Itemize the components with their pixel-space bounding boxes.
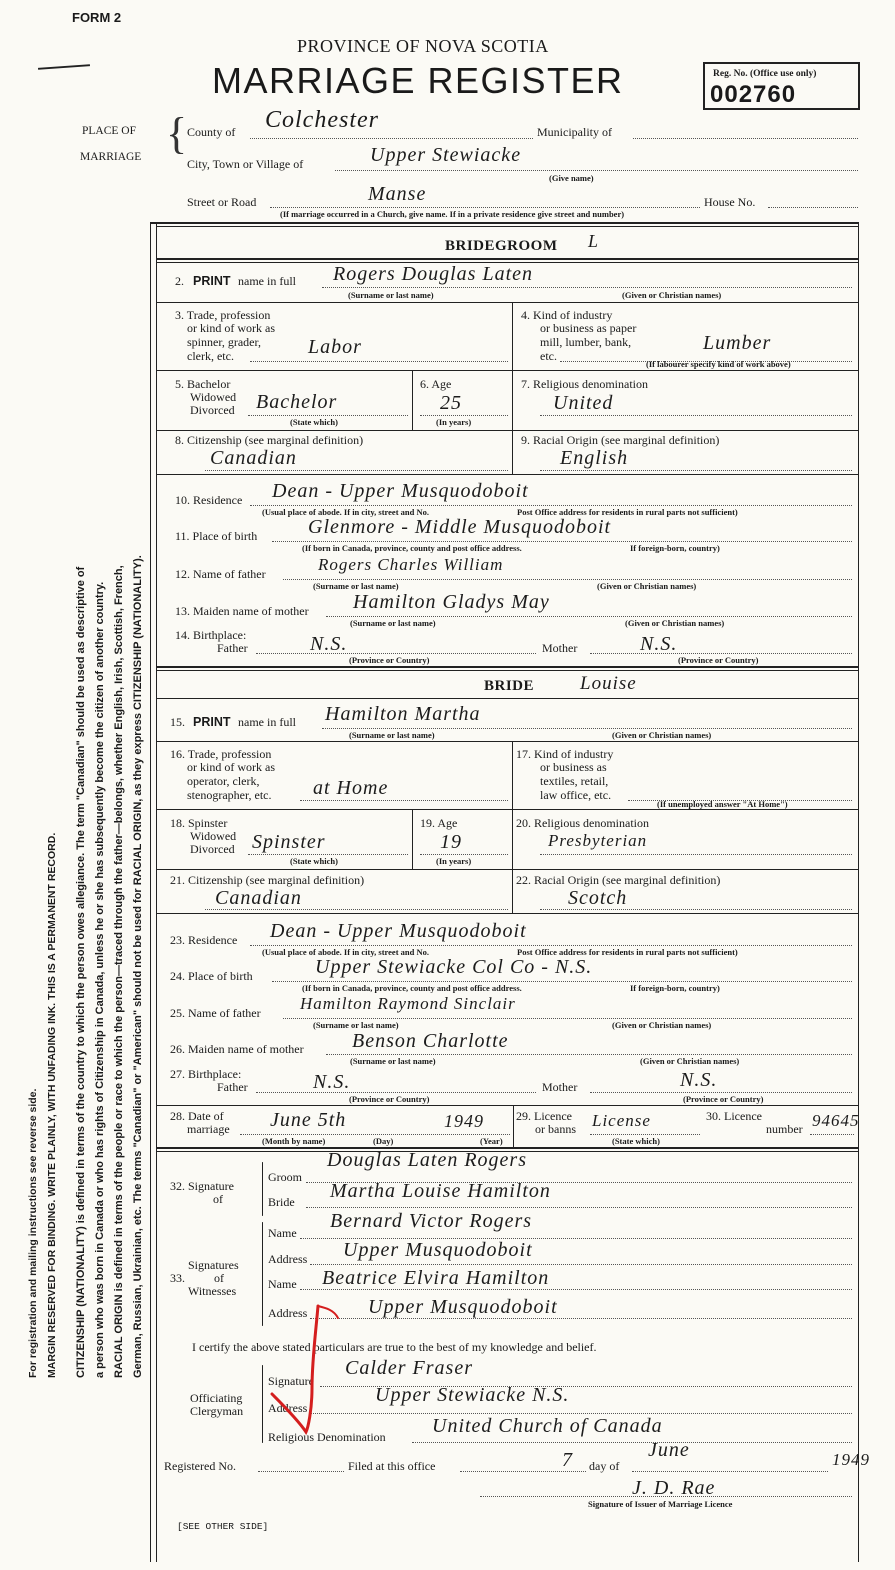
place-of-label: PLACE OF: [82, 125, 136, 137]
form-number: FORM 2: [72, 10, 122, 25]
groom-religion-value: United: [553, 392, 614, 414]
witness2-address: Upper Musquodoboit: [368, 1296, 558, 1318]
f24-label: 24. Place of birth: [170, 969, 253, 983]
witness2-name: Beatrice Elvira Hamilton: [322, 1267, 550, 1289]
f15-given-hint: (Given or Christian names): [612, 730, 712, 740]
bride-heading: BRIDE: [484, 678, 535, 694]
f4-label: 4. Kind of industry: [521, 308, 613, 322]
f33-label: 33.: [170, 1271, 185, 1285]
month-hint: (Month by name): [262, 1136, 326, 1146]
province-title: PROVINCE OF NOVA SCOTIA: [297, 36, 549, 56]
f4-hint: (If labourer specify kind of work above): [646, 359, 791, 369]
year-hint: (Year): [480, 1136, 503, 1146]
f13-given-hint: (Given or Christian names): [625, 618, 725, 628]
f3-label-d: clerk, etc.: [187, 349, 234, 363]
f27-label: 27. Birthplace:: [170, 1067, 242, 1081]
f11-hint-b: If foreign-born, country): [630, 543, 720, 553]
f30-label: 30. Licence: [706, 1109, 762, 1123]
side-racial-1: RACIAL ORIGIN is defined in terms of the people or race to which the person—traced through the father—belongs, whether English, Irish, Scottish, French,: [113, 565, 125, 1378]
groom-citizenship-value: Canadian: [210, 447, 297, 469]
f20-label: 20. Religious denomination: [516, 816, 649, 830]
municipality-label: Municipality of: [537, 125, 612, 139]
w1-address-label: Address: [268, 1252, 308, 1266]
clergy-religion-label: Religious Denomination: [268, 1430, 386, 1444]
reg-label: Reg. No. (Office use only): [713, 69, 817, 79]
marriage-date-value: June 5th: [270, 1109, 347, 1131]
f26-surname-hint: (Surname or last name): [350, 1056, 436, 1066]
groom-bp-father-value: N.S.: [310, 633, 348, 655]
street-value: Manse: [368, 183, 427, 205]
filed-day: 7: [562, 1449, 573, 1471]
f10-hint-a: (Usual place of abode. If in city, street and No.: [262, 507, 430, 517]
f3-label: 3. Trade, profession: [175, 308, 271, 322]
groom-industry-value: Lumber: [703, 332, 772, 354]
bride-bp-father-value: N.S.: [313, 1071, 351, 1093]
marriage-year-value: 1949: [444, 1111, 484, 1131]
f27-mother-hint: (Province or Country): [683, 1094, 764, 1104]
bride-citizenship-value: Canadian: [215, 887, 302, 909]
filed-month: June: [648, 1439, 690, 1461]
f22-label: 22. Racial Origin (see marginal definition): [516, 873, 721, 887]
f11-hint-a: (If born in Canada, province, county and post office address.: [302, 543, 522, 553]
f29-label: 29. Licence: [516, 1109, 572, 1123]
f16-label-d: stenographer, etc.: [187, 788, 272, 802]
f13-label: 13. Maiden name of mother: [175, 604, 309, 618]
f18-label-b: Widowed: [190, 829, 237, 843]
surname-hint: (Surname or last name): [348, 290, 434, 300]
f6-label: 6. Age: [420, 377, 452, 391]
f3-label-b: or kind of work as: [187, 321, 275, 335]
filed-year: 1949: [832, 1450, 870, 1469]
bride-age-value: 19: [440, 831, 462, 853]
groom-age-value: 25: [440, 392, 462, 414]
f2-label: name in full: [238, 274, 296, 288]
witness-label-c: Witnesses: [188, 1284, 237, 1298]
bride-religion-value: Presbyterian: [548, 831, 648, 850]
page-title: MARRIAGE REGISTER: [212, 60, 624, 101]
bride-father-value: Hamilton Raymond Sinclair: [300, 994, 516, 1013]
f18-state-hint: (State which): [290, 856, 338, 866]
f14-label: 14. Birthplace:: [175, 628, 247, 642]
filed-label: Filed at this office: [348, 1459, 436, 1473]
see-other-side: [SEE OTHER SIDE]: [177, 1521, 269, 1532]
groom-birth-value: Glenmore - Middle Musquodoboit: [308, 516, 612, 538]
w2-name-label: Name: [268, 1277, 297, 1291]
registered-label: Registered No.: [164, 1459, 236, 1473]
issuer-signature: J. D. Rae: [632, 1477, 716, 1499]
bridegroom-heading: BRIDEGROOM: [445, 238, 558, 254]
f21-label: 21. Citizenship (see marginal definition): [170, 873, 365, 887]
f27-mother-label: Mother: [542, 1080, 578, 1094]
f17-label: 17. Kind of industry: [516, 747, 614, 761]
bride-heading-extra: Louise: [580, 673, 637, 694]
f25-given-hint: (Given or Christian names): [612, 1020, 712, 1030]
f15-label: name in full: [238, 715, 296, 729]
f19-years-hint: (In years): [436, 856, 472, 866]
bridegroom-mark: L: [588, 231, 600, 251]
reg-number: 002760: [710, 81, 797, 108]
clergy-address-label: Address: [268, 1401, 308, 1415]
f24-hint-b: If foreign-born, country): [630, 983, 720, 993]
day-of-label: day of: [589, 1459, 620, 1473]
f10-hint-b: Post Office address for residents in rural parts not sufficient): [517, 507, 738, 517]
f18-label-c: Divorced: [190, 842, 235, 856]
groom-residence-value: Dean - Upper Musquodoboit: [272, 480, 529, 502]
groom-father-value: Rogers Charles William: [318, 555, 504, 574]
f17-hint: (If unemployed answer "At Home"): [657, 799, 788, 809]
f4-label-c: mill, lumber, bank,: [540, 335, 632, 349]
day-hint: (Day): [373, 1136, 394, 1146]
f3-label-c: spinner, grader,: [187, 335, 262, 349]
marriage-label: MARRIAGE: [80, 151, 142, 163]
f14-father-label: Father: [217, 641, 248, 655]
groom-bp-mother-value: N.S.: [640, 633, 678, 655]
reg-number-box: [703, 62, 860, 110]
brace: {: [166, 109, 188, 158]
f30-label-b: number: [766, 1122, 803, 1136]
place-note: (If marriage occurred in a Church, give name. If in a private residence give street and number): [280, 209, 625, 219]
bride-racial-value: Scotch: [568, 887, 628, 909]
f14-mother-hint: (Province or Country): [678, 655, 759, 665]
f29-label-b: or banns: [535, 1122, 576, 1136]
f19-label: 19. Age: [420, 816, 458, 830]
groom-name-value: Rogers Douglas Laten: [333, 263, 533, 285]
f8-label: 8. Citizenship (see marginal definition): [175, 433, 364, 447]
clergy-sig-label: Signature: [268, 1374, 314, 1388]
bride-mother-value: Benson Charlotte: [352, 1030, 509, 1052]
give-name-hint: (Give name): [549, 173, 594, 183]
issuer-label: Signature of Issuer of Marriage Licence: [588, 1499, 733, 1509]
clergy-address: Upper Stewiacke N.S.: [375, 1384, 570, 1406]
bride-bp-mother-value: N.S.: [680, 1069, 718, 1091]
f5-label: 5. Bachelor: [175, 377, 231, 391]
witness-label-a: Signatures: [188, 1258, 239, 1272]
bride-name-value: Hamilton Martha: [325, 703, 481, 725]
county-value: Colchester: [265, 107, 379, 133]
city-label: City, Town or Village of: [187, 157, 304, 171]
bride-sig-label: Bride: [268, 1195, 295, 1209]
house-label: House No.: [704, 195, 756, 209]
side-citizenship-1: CITIZENSHIP (NATIONALITY) is defined in terms of the country to which the person owes allegiance. The term "Canadian" should be used as descriptive of: [75, 566, 87, 1378]
bride-trade-value: at Home: [313, 777, 389, 799]
groom-status-value: Bachelor: [256, 391, 338, 413]
f15-print: PRINT: [193, 715, 231, 729]
f25-label: 25. Name of father: [170, 1006, 261, 1020]
f2-number: 2.: [175, 274, 184, 288]
witness1-name: Bernard Victor Rogers: [330, 1210, 533, 1232]
red-check-mark: [268, 1300, 360, 1440]
county-label: County of: [187, 125, 236, 139]
f10-label: 10. Residence: [175, 493, 243, 507]
f14-father-hint: (Province or Country): [349, 655, 430, 665]
bride-residence-value: Dean - Upper Musquodoboit: [270, 920, 527, 942]
f17-label-d: law office, etc.: [540, 788, 612, 802]
groom-mother-value: Hamilton Gladys May: [353, 591, 550, 613]
clergy-signature: Calder Fraser: [345, 1357, 473, 1379]
f12-label: 12. Name of father: [175, 567, 266, 581]
side-racial-2: German, Russian, Ukrainian, etc. The terms "Canadian" or "American" should not be used for RACIAL ORIGIN, as they express CITIZENSHIP (NATIONALITY).: [132, 555, 144, 1378]
f24-hint-a: (If born in Canada, province, county and post office address.: [302, 983, 522, 993]
clergy-religion: United Church of Canada: [432, 1415, 663, 1437]
f32-of: of: [213, 1192, 223, 1206]
f16-label-c: operator, clerk,: [187, 774, 260, 788]
f28-label-b: marriage: [187, 1122, 230, 1136]
groom-racial-value: English: [560, 447, 629, 469]
f7-label: 7. Religious denomination: [521, 377, 648, 391]
street-label: Street or Road: [187, 195, 257, 209]
bride-birth-value: Upper Stewiacke Col Co - N.S.: [315, 956, 593, 978]
witness-label-b: of: [214, 1271, 224, 1285]
f2-print: PRINT: [193, 274, 231, 288]
w2-address-label: Address: [268, 1306, 308, 1320]
f23-label: 23. Residence: [170, 933, 238, 947]
f18-label: 18. Spinster: [170, 816, 228, 830]
f12-given-hint: (Given or Christian names): [597, 581, 697, 591]
groom-signature: Douglas Laten Rogers: [327, 1149, 527, 1171]
side-margin-notice: MARGIN RESERVED FOR BINDING. WRITE PLAINLY, WITH UNFADING INK. THIS IS A PERMANENT RECORD.: [46, 832, 58, 1378]
given-hint: (Given or Christian names): [622, 290, 722, 300]
f29-state-hint: (State which): [612, 1136, 660, 1146]
f26-given-hint: (Given or Christian names): [640, 1056, 740, 1066]
groom-trade-value: Labor: [308, 336, 362, 358]
w1-name-label: Name: [268, 1226, 297, 1240]
f26-label: 26. Maiden name of mother: [170, 1042, 304, 1056]
f5-label-c: Divorced: [190, 403, 235, 417]
f16-label: 16. Trade, profession: [170, 747, 272, 761]
officiating-label-a: Officiating: [190, 1391, 243, 1405]
f15-surname-hint: (Surname or last name): [349, 730, 435, 740]
f14-mother-label: Mother: [542, 641, 578, 655]
f9-label: 9. Racial Origin (see marginal definition): [521, 433, 720, 447]
f23-hint-b: Post Office address for residents in rural parts not sufficient): [517, 947, 738, 957]
groom-sig-label: Groom: [268, 1170, 302, 1184]
officiating-label-b: Clergyman: [190, 1404, 244, 1418]
side-citizenship-2: a person who was born in Canada or who has rights of Citizenship in Canada, unless he or she has subsequently become the citizen of another country.: [94, 581, 106, 1378]
f11-label: 11. Place of birth: [175, 529, 258, 543]
side-instructions: For registration and mailing instructions see reverse side.: [27, 1088, 39, 1378]
f32-label: 32. Signature: [170, 1179, 234, 1193]
licence-value: License: [592, 1111, 651, 1130]
f4-label-b: or business as paper: [540, 321, 637, 335]
f28-label: 28. Date of: [170, 1109, 224, 1123]
f12-surname-hint: (Surname or last name): [313, 581, 399, 591]
ink-mark: [38, 64, 90, 70]
f16-label-b: or kind of work as: [187, 760, 275, 774]
bride-status-value: Spinster: [252, 831, 326, 853]
f4-label-d: etc.: [540, 349, 557, 363]
f25-surname-hint: (Surname or last name): [313, 1020, 399, 1030]
f13-surname-hint: (Surname or last name): [350, 618, 436, 628]
f17-label-c: textiles, retail,: [540, 774, 609, 788]
f23-hint-a: (Usual place of abode. If in city, street and No.: [262, 947, 430, 957]
witness1-address: Upper Musquodoboit: [343, 1239, 533, 1261]
certify-statement: I certify the above stated particulars are true to the best of my knowledge and belief.: [192, 1340, 597, 1354]
f17-label-b: or business as: [540, 760, 607, 774]
city-value: Upper Stewiacke: [370, 144, 522, 166]
f15-number: 15.: [170, 715, 185, 729]
f27-father-hint: (Province or Country): [349, 1094, 430, 1104]
state-which-hint: (State which): [290, 417, 338, 427]
bride-signature: Martha Louise Hamilton: [330, 1180, 551, 1202]
licence-number-value: 94645: [812, 1111, 860, 1130]
f5-label-b: Widowed: [190, 390, 237, 404]
years-hint: (In years): [436, 417, 472, 427]
f27-father-label: Father: [217, 1080, 248, 1094]
